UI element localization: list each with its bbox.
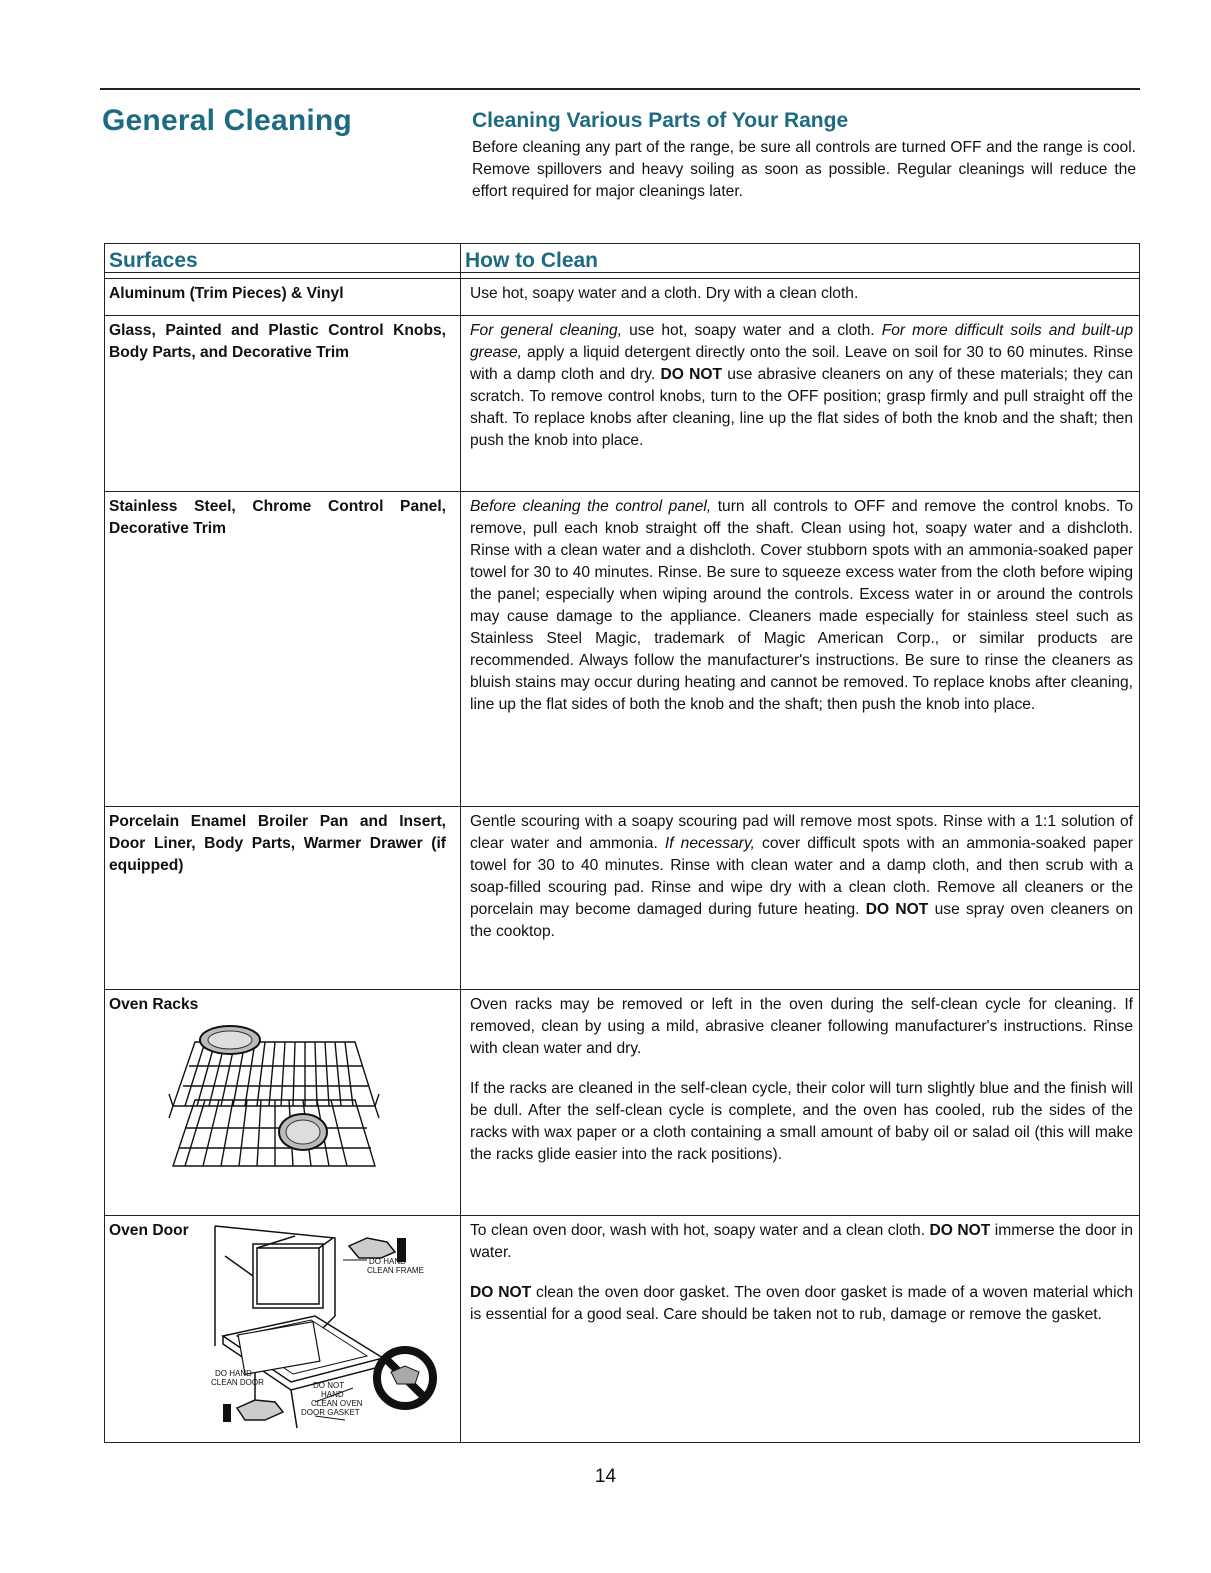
callout-door-line1: DO HAND [215, 1369, 252, 1378]
table-row [105, 1216, 1140, 1443]
header-surfaces: Surfaces [105, 244, 461, 273]
warning-text: DO NOT [865, 901, 929, 918]
callout-frame-line1: DO HAND [369, 1257, 406, 1266]
surface-glass-painted-plastic: Glass, Painted and Plastic Control Knobs, Body Parts, and Decorative Trim [109, 322, 446, 361]
body-text: cover difficult spots with an ammonia-soaked paper towel for 30 to 40 minutes. Rinse with clean water and a damp cloth, and then scrub with a soap-filled scouring pad. Rinse and wipe dry with a clean cloth. Remove all cleaners or the porcelain may become damaged during future heating. [470, 835, 1133, 918]
emphasis-text: If necessary, [664, 835, 755, 852]
body-text: To clean oven door, wash with hot, soapy water and a clean cloth. [470, 1222, 930, 1239]
how-porcelain-enamel [461, 807, 1139, 943]
emphasis-text: Before cleaning the control panel, [470, 498, 712, 515]
table-header [105, 244, 1140, 279]
oven-rack-illustration [105, 1016, 461, 1176]
table-row [105, 316, 1140, 492]
page-number: 14 [594, 1466, 617, 1487]
surface-cell [105, 807, 461, 990]
body-text: apply a liquid detergent directly onto the soil. Leave on soil for 30 to 60 minutes. Rinse with a damp cloth and dry. [470, 344, 1133, 383]
how-glass-painted-plastic [461, 316, 1139, 452]
how-stainless-steel [461, 492, 1139, 716]
emphasis-text: For more difficult soils and built-up grease, [470, 322, 1133, 361]
how-cell [461, 990, 1140, 1216]
warning-text: DO NOT [929, 1222, 991, 1239]
paragraph: Oven racks may be removed or left in the oven during the self-clean cycle for cleaning. If removed, clean by using a mild, abrasive cleaner following manufacturer's instructions. Rinse with clean water and dry. [470, 996, 1133, 1057]
how-cell [461, 316, 1140, 492]
paragraph [470, 1282, 1133, 1326]
callout-gasket-line2: HAND [321, 1390, 344, 1399]
how-cell [461, 492, 1140, 807]
surface-cell [105, 316, 461, 492]
intro-paragraph: Before cleaning any part of the range, be sure all controls are turned OFF and the range is cool. Remove spillovers and heavy soiling as soon as possible. Regular cleanings will reduce the effort required for major cleanings later. [472, 139, 1136, 200]
hand-icon [223, 1400, 283, 1422]
callout-frame-line2: CLEAN FRAME [367, 1266, 424, 1275]
warning-text: DO NOT [660, 366, 723, 383]
surface-cell [105, 279, 461, 316]
table-row [105, 492, 1140, 807]
callout-gasket-line3: CLEAN OVEN [311, 1399, 363, 1408]
paragraph: If the racks are cleaned in the self-clean cycle, their color will turn slightly blue and the finish will be dull. After the self-clean cycle is complete, and the oven has cooled, rub the sides of the racks with wax paper or a cloth containing a small amount of baby oil or salad oil (this will make the racks glide easier into the rack positions). [470, 1080, 1133, 1163]
warning-text: DO NOT [470, 1284, 532, 1301]
table-row [105, 279, 1140, 316]
surface-stainless-steel: Stainless Steel, Chrome Control Panel, Decorative Trim [109, 498, 446, 537]
callout-door-line2: CLEAN DOOR [211, 1378, 264, 1387]
prohibition-icon [377, 1350, 433, 1406]
page-title: General Cleaning [102, 104, 352, 137]
how-cell [461, 807, 1140, 990]
surface-cell [105, 1216, 461, 1443]
body-text: Gentle scouring with a soapy scouring pad will remove most spots. Rinse with a 1:1 solution of clear water and ammonia. [470, 813, 1133, 852]
header-surfaces-cell [105, 244, 461, 279]
surface-porcelain-enamel: Porcelain Enamel Broiler Pan and Insert, Door Liner, Body Parts, Warmer Drawer (if equipped) [109, 813, 446, 874]
body-text: clean the oven door gasket. The oven door gasket is made of a woven material which is essential for a good seal. Care should be taken not to rub, damage or remove the gasket. [470, 1284, 1134, 1323]
surface-oven-racks: Oven Racks [109, 996, 199, 1013]
table-row [105, 990, 1140, 1216]
emphasis-text: For general cleaning, [470, 322, 623, 339]
how-oven-door [461, 1216, 1139, 1326]
oven-door-illustration [105, 1216, 461, 1442]
table-row [105, 807, 1140, 990]
surface-cell [105, 492, 461, 807]
surface-aluminum: Aluminum (Trim Pieces) & Vinyl [109, 285, 344, 302]
section-title: Cleaning Various Parts of Your Range [472, 109, 849, 132]
surface-cell [105, 990, 461, 1216]
callout-gasket-line1: DO NOT [313, 1381, 345, 1390]
body-text: use spray oven cleaners on the cooktop. [470, 901, 1134, 940]
paragraph [470, 1220, 1133, 1264]
cleaning-table [104, 243, 1140, 1443]
how-cell [461, 1216, 1140, 1443]
body-text: immerse the door in water. [470, 1222, 1133, 1261]
callout-gasket-line4: DOOR GASKET [301, 1408, 360, 1417]
header-how-to-clean: How to Clean [461, 244, 1140, 273]
body-text: turn all controls to OFF and remove the control knobs. To remove, pull each knob straight off the shaft. Clean using hot, soapy water and a dishcloth. Rinse with a clean water and a dishcloth. Cover stubborn spots with an ammonia-soaked paper towel for 30 to 40 minutes. Rinse. Be sure to squeeze excess water from the cloth before wiping the panel; especially when wiping around the controls. Excess water in or around the controls may cause damage to the appliance. Cleaners made especially for stainless steel such as Stainless Steel Magic, trademark of Magic American Corp., or similar products are recommended. Always follow the manufacturer's instructions. Be sure to rinse the cleaners as bluish stains may occur during heating and cannot be removed. To replace knobs after cleaning, line up the flat sides of both the knob and the shaft; then push the knob into place. [470, 498, 1133, 713]
how-cell [461, 279, 1140, 316]
how-aluminum: Use hot, soapy water and a cloth. Dry with a clean cloth. [470, 285, 859, 302]
how-oven-racks [461, 990, 1139, 1166]
header-how-cell [461, 244, 1140, 279]
surface-oven-door: Oven Door [109, 1222, 189, 1239]
body-text: use abrasive cleaners on any of these materials; they can scratch. To remove control knobs, turn to the OFF position; grasp firmly and pull straight off the shaft. To replace knobs after cleaning, line up the flat sides of both the knob and the shaft; then push the knob into place. [470, 366, 1134, 449]
top-rule [100, 88, 1140, 90]
body-text: use hot, soapy water and a cloth. [622, 322, 882, 339]
